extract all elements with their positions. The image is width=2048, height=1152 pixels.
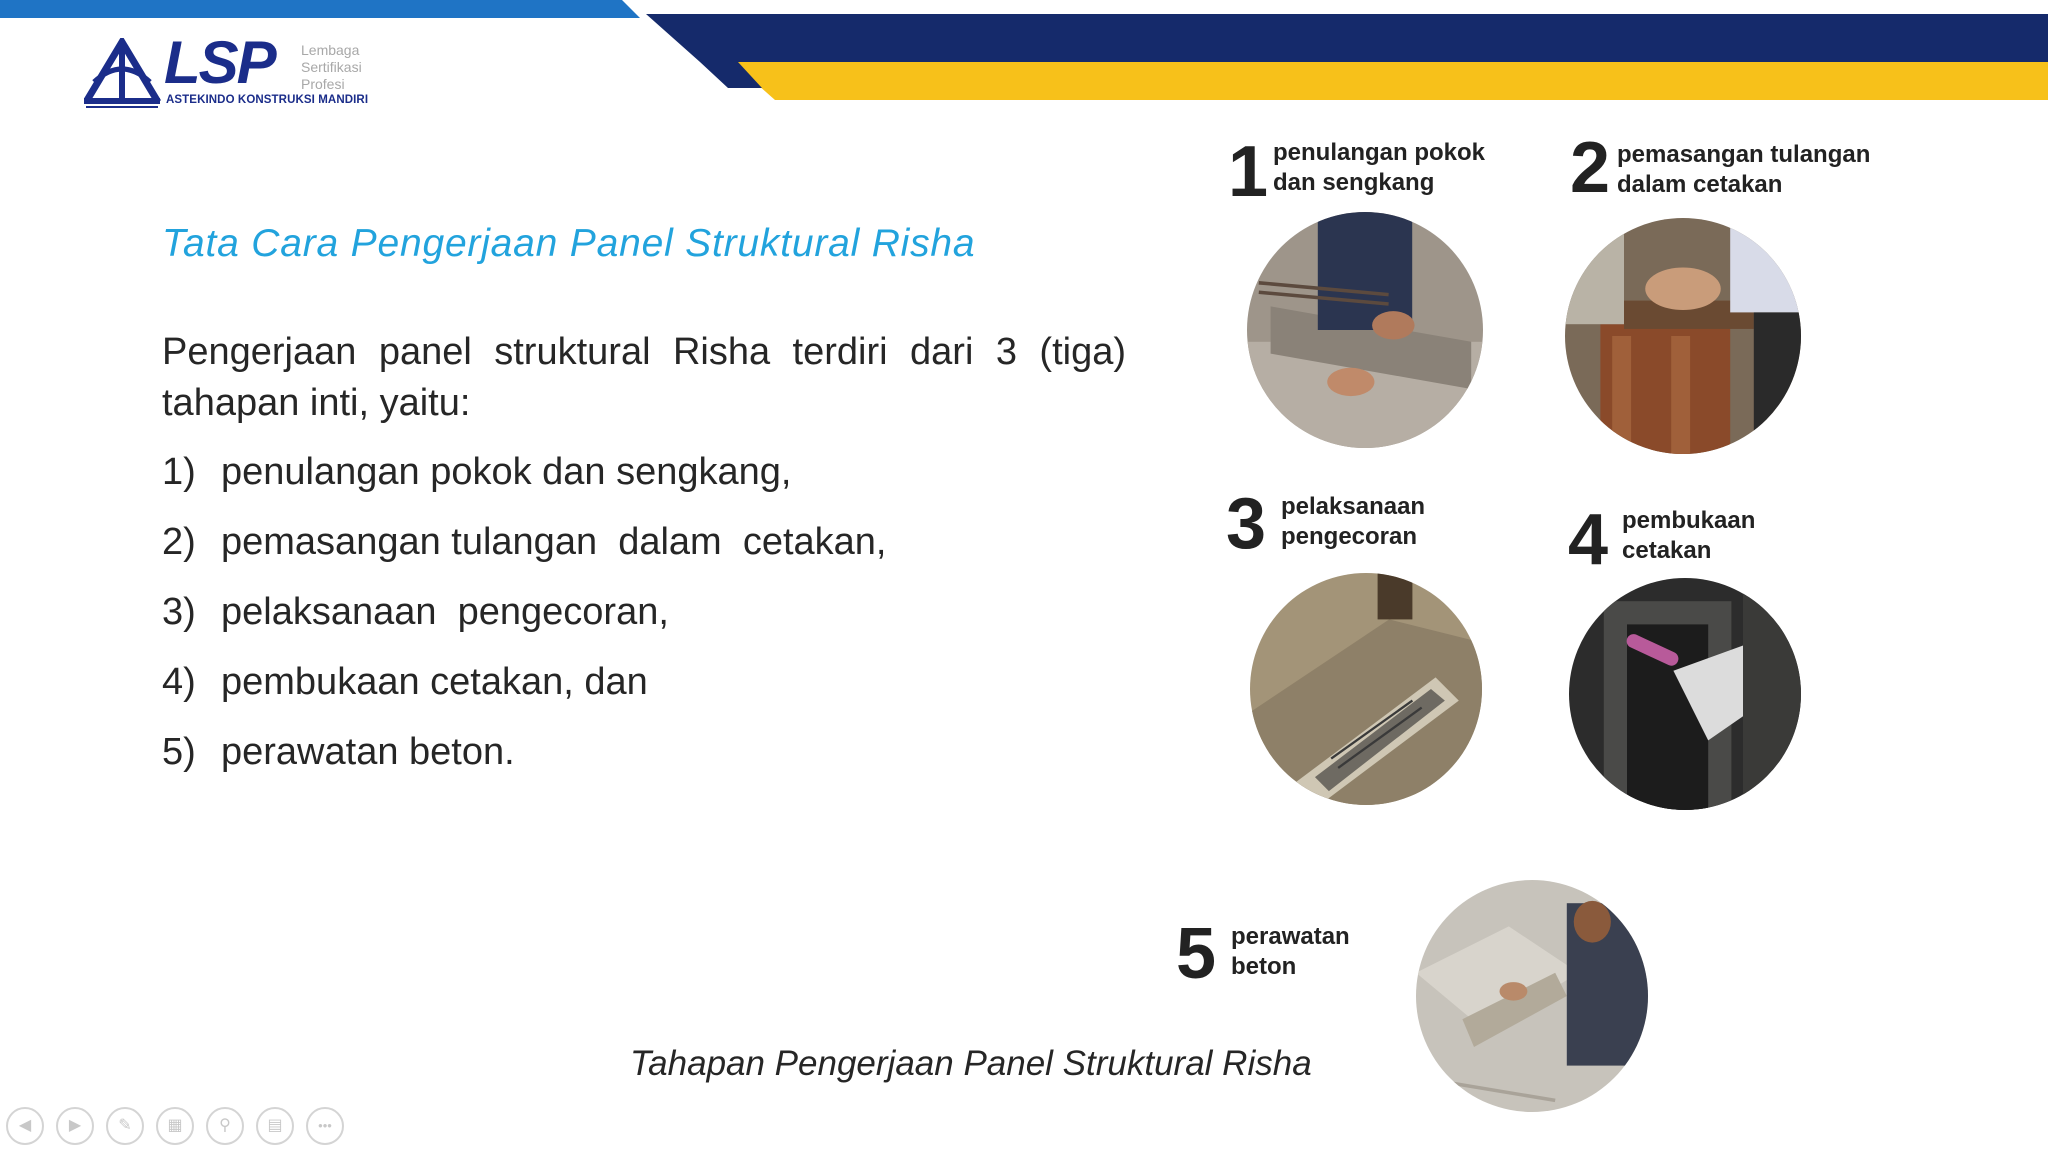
figure-label-line: beton (1231, 953, 1297, 980)
list-item (162, 588, 886, 658)
photo-pemasangan-tulangan (1565, 218, 1801, 454)
figure-step-number: 3 (1226, 484, 1267, 564)
list-number: 3) (162, 591, 196, 633)
more-icon[interactable]: ••• (306, 1107, 344, 1145)
list-number: 1) (162, 451, 196, 493)
figure-step-number: 2 (1570, 128, 1611, 208)
photo-penulangan (1247, 212, 1483, 448)
slides-icon[interactable]: ▦ (156, 1107, 194, 1145)
photo-perawatan-beton (1416, 880, 1648, 1112)
list-number: 5) (162, 731, 196, 773)
list-text: penulangan pokok dan sengkang, (221, 451, 792, 493)
list-text: pembukaan cetakan, dan (221, 661, 648, 703)
lsp-logo-letters: LSP (164, 29, 275, 96)
lsp-logo (84, 29, 384, 114)
figure-step-number: 5 (1176, 914, 1217, 994)
logo-side-line: Profesi (301, 76, 345, 92)
intro-paragraph: Pengerjaan panel struktural Risha terdiri dari 3 (tiga) tahapan inti, yaitu: (162, 331, 1126, 424)
lsp-logo-org: ASTEKINDO KONSTRUKSI MANDIRI (166, 94, 369, 106)
slide-title: Tata Cara Pengerjaan Panel Struktural Risha (162, 222, 976, 265)
figure-label-line: pelaksanaan (1281, 493, 1426, 520)
figure-step-number: 1 (1228, 132, 1269, 212)
figure-label-line: pengecoran (1281, 523, 1418, 550)
next-icon[interactable]: ▶ (56, 1107, 94, 1145)
figure-label-line: pemasangan tulangan (1617, 141, 1871, 168)
list-text: pelaksanaan pengecoran, (221, 591, 669, 633)
list-number: 4) (162, 661, 196, 703)
list-item (162, 518, 886, 588)
subtitles-icon[interactable]: ▤ (256, 1107, 294, 1145)
previous-icon[interactable]: ◀ (6, 1107, 44, 1145)
figure-caption: Tahapan Pengerjaan Panel Struktural Risha (630, 1044, 1312, 1083)
list-text: pemasangan tulangan dalam cetakan, (221, 521, 887, 563)
photo-pengecoran (1250, 573, 1482, 805)
figure-step-label (1617, 140, 1870, 200)
figure-step-label (1622, 506, 1755, 566)
figure-step-label (1273, 138, 1485, 198)
figure-step-label (1231, 922, 1350, 982)
logo-side-line: Lembaga (301, 42, 360, 58)
photo-pembukaan-cetakan (1569, 578, 1801, 810)
logo-side-line: Sertifikasi (301, 59, 362, 75)
list-item (162, 728, 886, 798)
figure-label-line: penulangan pokok (1273, 139, 1486, 166)
steps-list (162, 448, 886, 798)
figure-label-line: dan sengkang (1273, 169, 1435, 196)
figure-label-line: cetakan (1622, 537, 1712, 564)
figure-step-label (1281, 492, 1425, 552)
figure-label-line: perawatan (1231, 923, 1350, 950)
lsp-logo-side-text (301, 42, 362, 93)
figure-step-number: 4 (1568, 500, 1609, 580)
list-text: perawatan beton. (221, 731, 515, 773)
list-item (162, 448, 886, 518)
list-item (162, 658, 886, 728)
list-number: 2) (162, 521, 196, 563)
figure-label-line: dalam cetakan (1617, 171, 1783, 198)
figure-label-line: pembukaan (1622, 507, 1756, 534)
zoom-icon[interactable]: ⚲ (206, 1107, 244, 1145)
pen-icon[interactable]: ✎ (106, 1107, 144, 1145)
